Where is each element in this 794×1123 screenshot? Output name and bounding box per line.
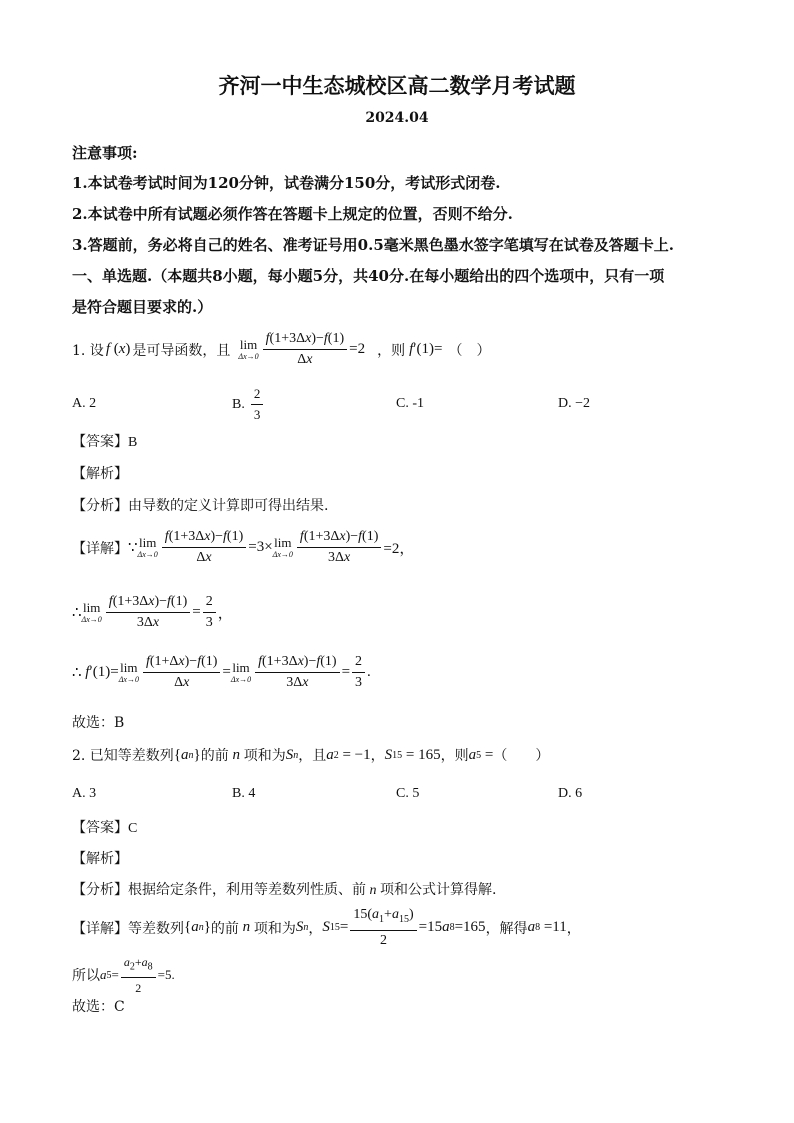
q1-analysis-heading: 【分析】 (72, 498, 128, 514)
q2-analysis-text-b: 项和公式计算得解. (380, 882, 497, 898)
q1-detail-eq1: ∵ lim Δx→0 $\frac{f(1+3\Delta x)-f(1)}{\Delta x}$ =3× lim Δx→0 $\frac{f(1+3\Delta x)-f(1)}{3\Delta x}$ =2， (128, 529, 415, 565)
q1-stem-mid: 是可导函数，且 (132, 342, 231, 359)
q2-stem-d: ，且 (298, 748, 327, 764)
q1-option-b-label: B. (232, 396, 245, 412)
section-heading-line1: 一、单选题.（本题共8小题，每小题5分，共40分.在每小题给出的四个选项中，只有一项 (72, 267, 665, 285)
q2-detail-label: 【详解】 (72, 920, 128, 937)
q2-detail-b: 的前 (210, 920, 239, 937)
section-heading-line2: 是符合题目要求的.） (72, 298, 213, 316)
q2-detail-a: 等差数列 (128, 920, 184, 937)
q2-conclusion: 故选：C (72, 999, 125, 1015)
q1-answer-label: 【答案】 (72, 434, 128, 450)
q2-option-c: C. 5 (396, 786, 420, 801)
q1-stem (72, 330, 490, 369)
q1-limit-expression: lim Δx→0 $\frac{f(1+3\Delta x)-f(1)}{\Delta x}$ =2 (238, 331, 366, 367)
q1-detail-line1 (72, 528, 414, 567)
q2-stem-c: 项和为 (243, 748, 286, 764)
q2-n: n (228, 746, 244, 763)
q2-stem-b: 的前 (200, 748, 229, 764)
q1-answer (72, 431, 137, 451)
q2-option-a: A. 3 (72, 786, 97, 801)
q2-option-b: B. 4 (232, 786, 256, 801)
q2-analysis-label: 【解析】 (72, 851, 128, 867)
page-title: 齐河一中生态城校区高二数学月考试题 (218, 73, 576, 98)
q1-option-a: A. 2 (72, 396, 97, 411)
q2-detail-d: ，解得 (485, 920, 528, 937)
exam-date: 2024.04 (365, 110, 429, 126)
q2-seq: { a n } (173, 746, 201, 763)
notice-item-3: 3.答题前，务必将自己的姓名、准考证号用0.5毫米黑色墨水签字笔填写在试卷及答题卡上. (72, 236, 674, 254)
notice-heading: 注意事项: (72, 144, 138, 162)
q1-conclusion: 故选：B (72, 715, 125, 731)
q2-answer (72, 817, 137, 837)
q1-detail-line3: ∴ f ′(1)= lim Δx→0 $\frac{f(1+\Delta x)-f(1)}{\Delta x}$ = lim Δx→0 $\frac{f(1+3\Delta x)-f(1)}{3\Delta x}$ = $\frac{2}{3}$ . (72, 654, 371, 690)
q1-analysis (72, 495, 328, 515)
q1-paren: （ ） (448, 342, 491, 359)
q2-analysis: 【分析】根据给定条件，利用等差数列性质、前 n 项和公式计算得解. (72, 882, 497, 898)
q2-paren: （ ） (493, 748, 550, 764)
q1-option-b: B. $\frac{2}{3}$ (232, 385, 265, 424)
q2-stem: 2. 已知等差数列 { a n } 的前 n 项和为 S n ，且 a 2 = −1 ， S 15 = 165 ，则 a 5 = （ ） (72, 746, 550, 764)
q1-analysis-label: 【解析】 (72, 466, 128, 482)
q2-target: a 5 = (468, 746, 494, 763)
q2-detail-line1: 【详解】 等差数列 { a n } 的前 n 项和为 S n ， S 15 = $\frac{15(a_1+a_{15})}{2}$ =15 a 8 =165 ，解得 a 8 =11 ， (72, 907, 581, 948)
q2-detail-c: 项和为 (253, 920, 296, 937)
q2-option-d: D. 6 (558, 786, 583, 801)
q2-therefore: 所以 (72, 968, 100, 985)
notice-item-1: 1.本试卷考试时间为120分钟，试卷满分150分，考试形式闭卷. (72, 174, 501, 192)
q2-analysis-heading: 【分析】 (72, 882, 128, 898)
q1-answer-value: B (128, 435, 138, 450)
q1-fx: f ( x ) (105, 341, 131, 357)
notice-item-2: 2.本试卷中所有试题必须作答在答题卡上规定的位置，否则不给分. (72, 205, 513, 223)
q1-stem-prefix: 1. 设 (72, 342, 104, 359)
q1-option-d: D. −2 (558, 396, 591, 411)
q1-analysis-text: 由导数的定义计算即可得出结果. (128, 498, 329, 514)
q2-stem-a: 2. 已知等差数列 (72, 748, 174, 764)
q2-detail-line2: 所以 a 5 = $\frac{a_2+a_8}{2}$ =5. (72, 955, 175, 996)
q2-answer-value: C (128, 821, 138, 836)
q2-detail-eq: S 15 = $\frac{15(a_1+a_{15})}{2}$ =15 a 8 =165 (322, 907, 486, 948)
q2-cond1: a 2 = −1 (326, 746, 371, 763)
q1-detail-label: 【详解】 (72, 540, 128, 557)
q1-option-c: C. -1 (396, 396, 424, 411)
q2-answer-label: 【答案】 (72, 820, 128, 836)
q2-analysis-text-a: 根据给定条件，利用等差数列性质、前 (128, 882, 366, 898)
q1-fprime: f ′(1)= (409, 341, 443, 357)
q2-cond2: S 15 = 165 (384, 746, 441, 763)
q2-stem-e: ，则 (440, 748, 469, 764)
q1-detail-line2: ∴ lim Δx→0 $\frac{f(1+3\Delta x)-f(1)}{3\Delta x}$ = $\frac{2}{3}$ ， (72, 594, 233, 630)
q2-sn: S n (285, 746, 299, 763)
q1-stem-suffix: ，则 (377, 342, 406, 359)
